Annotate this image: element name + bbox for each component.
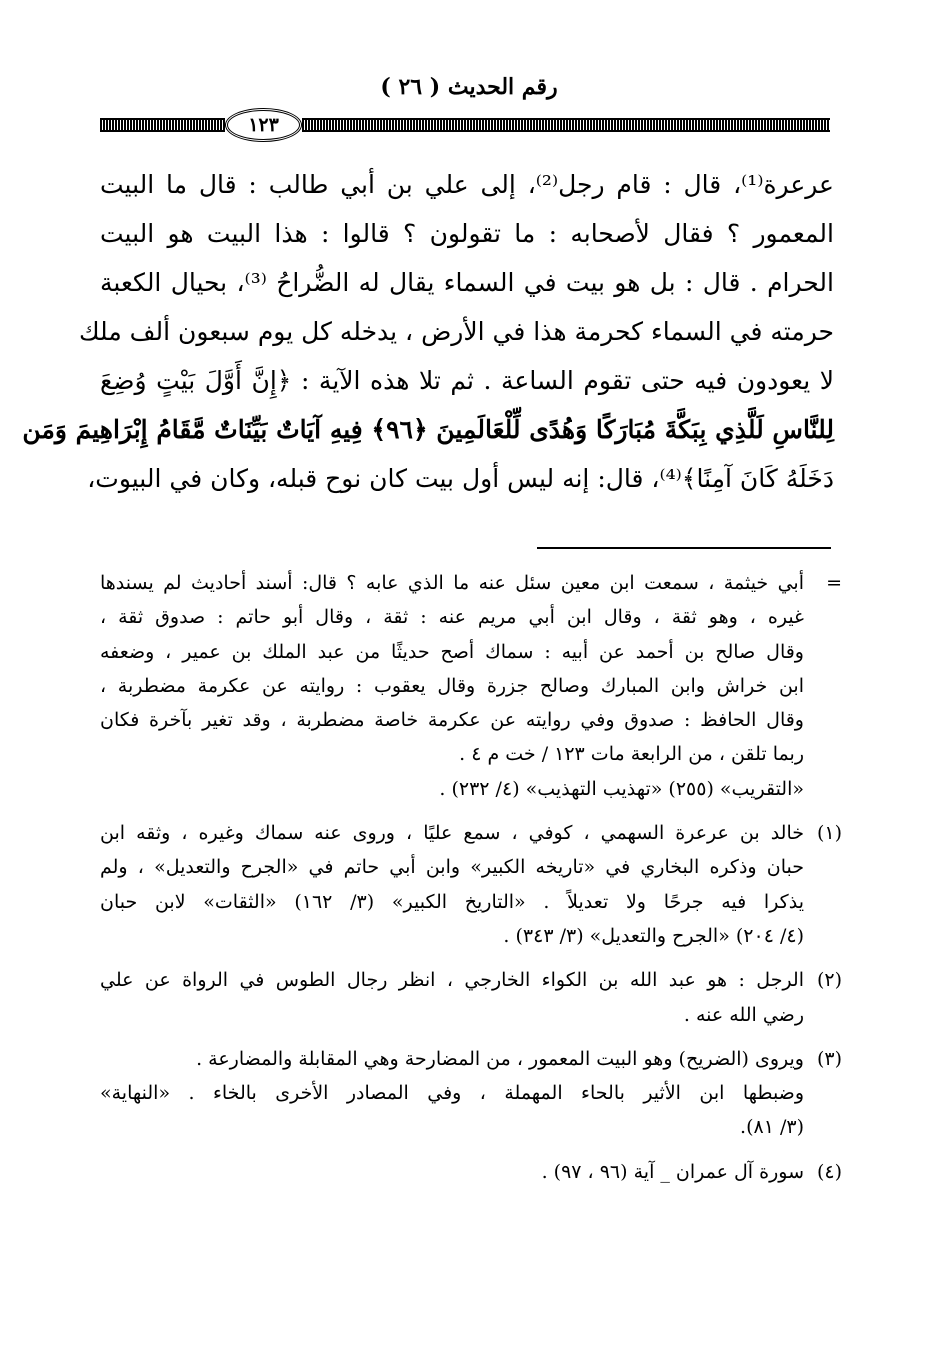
footnote-line: حبان وذكره البخاري في «تاريخه الكبير» وابن أبي حاتم في «الجرح والتعديل» ، ولم — [100, 856, 804, 879]
main-text-line: الحرام . قال : بل هو بيت في السماء يقال له الضُّراحُ ⁽³⁾، بحيال الكعبة — [100, 268, 834, 297]
footnote-line: ابن خراش وابن المبارك وصالح جزرة وقال يعقوب : روايته عن عكرمة مضطربة ، — [100, 674, 804, 697]
footnote-line: غيره ، وهو ثقة ، وقال ابن أبي مريم عنه : ثقة ، وقال أبو حاتم : صدوق ثقة ، — [100, 606, 804, 629]
footnote-line: (١)خالد بن عرعرة السهمي ، كوفي ، سمع عليًا ، وروى عنه سماك وغيره ، وثقه ابن — [100, 816, 842, 850]
footnote-line: (٣/ ٨١). — [740, 1116, 804, 1139]
main-text-line: المعمور ؟ فقال لأصحابه : ما تقولون ؟ قالوا : هذا البيت هو البيت — [100, 219, 834, 248]
footnote-marker: (٤) — [816, 1160, 842, 1183]
footnote-line: (٤/ ٢٠٤) «الجرح والتعديل» (٣/ ٣٤٣) . — [503, 924, 804, 947]
footnote-line: يذكرا فيه جرحًا ولا تعديلاً . «التاريخ الكبير» (٣/ ١٦٢) «الثقات» لابن حبان — [100, 890, 804, 913]
quran-verse-line: لِلنَّاسِ لَلَّذِي بِبَكَّةَ مُبَارَكًا وَهُدًى لِّلْعَالَمِينَ ﴿٩٦﴾ فِيهِ آيَاتٌ بَيِّنَاتٌ مَّقَامُ إِبْرَاهِيمَ وَمَن — [22, 415, 834, 444]
footnote-line: (٤)سورة آل عمران _ آية (٩٦ ، ٩٧) . — [100, 1155, 842, 1189]
footnote-line: ربما تلقن ، من الرابعة مات ١٢٣ / خت م ٤ . — [459, 743, 804, 766]
footnote-line: رضي الله عنه . — [683, 1003, 804, 1026]
footnote-line: (٢)الرجل : هو عبد الله بن الكواء الخارجي ، انظر رجال الطوس في الرواة عن علي — [100, 963, 842, 997]
footnote-line: وقال صالح بن أحمد عن أبيه : سماك أصح حديثًا من عبد الملك بن عمير ، وضعفه — [100, 640, 804, 663]
footnote-line: وضبطها ابن الأثير بالحاء المهملة ، وفي المصادر الأخرى بالخاء . «النهاية» — [100, 1082, 804, 1105]
footnote-marker: (٢) — [816, 969, 842, 992]
footnote-line: وقال الحافظ : صدوق وفي روايته عن عكرمة خاصة مضطربة ، وقد تغير بآخرة فكان — [100, 709, 804, 732]
main-text-line: حرمته في السماء كحرمة هذا في الأرض ، يدخله كل يوم سبعون ألف ملك — [78, 317, 834, 346]
page-number-badge: ١٢٣ — [225, 108, 302, 142]
footnote-marker: (١) — [816, 822, 842, 845]
header-rule-left — [100, 118, 225, 132]
main-text-line: دَخَلَهُ كَانَ آمِنًا﴾⁽⁴⁾، قال: إنه ليس أول بيت كان نوح قبله، وكان في البيوت، — [87, 464, 834, 493]
header-rule-right — [302, 118, 830, 132]
main-text-line: لا يعودون فيه حتى تقوم الساعة . ثم تلا هذه الآية : ﴿إِنَّ أَوَّلَ بَيْتٍ وُضِعَ — [100, 366, 834, 395]
footnote-marker: = — [826, 572, 842, 594]
footnote-marker: (٣) — [816, 1047, 842, 1070]
running-title: رقم الحديث ( ٢٦ ) — [380, 74, 558, 100]
footnotes — [100, 566, 842, 1189]
footnote-line: =أبي خيثمة ، سمعت ابن معين سئل عنه ما الذي عابه ؟ قال: أسند أحاديث لم يسندها — [100, 566, 842, 600]
footnote-line: «التقريب» (٢٥٥) «تهذيب التهذيب» (٤/ ٢٣٢) . — [439, 777, 804, 800]
main-text-line: عرعرة⁽¹⁾، قال : قام رجل⁽²⁾، إلى علي بن أبي طالب : قال ما البيت — [100, 170, 834, 199]
footnote-separator — [537, 547, 831, 549]
main-text — [22, 160, 834, 503]
footnote-line: (٣)ويروى (الضريح) وهو البيت المعمور ، من المضارحة وهي المقابلة والمضارعة . — [100, 1042, 842, 1076]
